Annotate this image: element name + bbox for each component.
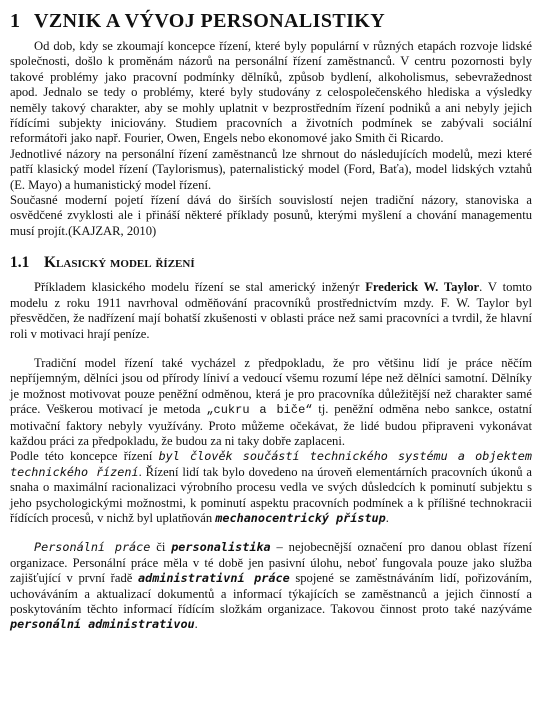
quote-carrot-stick: „cukru a biče“ [206,403,313,418]
paragraph-traditional [10,356,532,449]
text-run: – nejobecnější označení pro danou oblast řízení organizace. Personální práce měla v té době jen pasivní úlohu, neboť fungovala pouze jako služba zajišťující v první řadě [10,540,532,586]
emphasis-personnel-administration: personální administrativou [10,617,195,632]
paragraph-models: Jednotlivé názory na personální řízení zaměstnanců lze shrnout do následujících modelů, mezi které patří klasický model řízení (Taylorismus), paternalistický model (Ford, Baťa), model lidských vztahů (E. Mayo) a humanistický model řízení. [10,146,532,192]
text-run: Tradiční model řízení také vycházel z předpokladu, že pro většinu lidí je práce něčím nepříjemným, dělníci jsou od přírody líniví a vedoucí všemu rozumí lépe než dělníci samotní. Dělníky je možnost motivovat pouze peněžní odměnou, která je pro pracovníka důležitější než charakter samé práce. Veškerou motivací je metoda [10,355,532,417]
text-run: Příkladem klasického modelu řízení se stal americký inženýr [34,280,366,295]
section-number: 1.1 [10,254,30,272]
emphasis-administrative-work: administrativní práce [138,571,290,586]
text-run: či [150,540,172,555]
text-run: . [385,510,389,525]
emphasis-mechanocentric: mechanocentrický přístup [215,510,386,525]
paragraph-modern: Současné moderní pojetí řízení dává do širších souvislostí nejen tradiční názory, stanoviska a osvědčené zvyklosti ale i přináší některé příklady posunů, kterými myšlení a chování managementu musí projít.(KAJZAR, 2010) [10,193,532,238]
taylor-name: Frederick W. Taylor [365,280,480,295]
paragraph-personnel-work [10,540,532,632]
emphasis-personalistika: personalistika [171,540,271,555]
text-run: . [194,617,198,632]
emphasis-technical-system: byl člověk součástí technického systému a objektem technického řízení [10,449,532,479]
text-run: . Řízení lidí tak bylo dovedeno na úroveň elementárních pracovních úkonů a snaha o maximální racionalizaci výrobního procesu vedla ve svých důsledcích k pominutí subjektu s jeho psychologickými možnostmi, k pominutí aspektu pracovních podmínek a k přílišné technokracii řídících procesů, v nichž byl uplatňován [10,464,533,525]
paragraph-taylor [10,280,532,342]
paragraph-intro: Od dob, kdy se zkoumají koncepce řízení, které byly populární v různých etapách rozvoje lidské společnosti, došlo k proměnám názorů na personální řízení zaměstnanců. V centru pozornosti byly takové problémy jako pracovní podmínky dělníků, způsob bydlení, alkoholismus, sebevražednost apod. Jednalo se tedy o problémy, které byly studovány z celospolečenského hlediska a výsledky neměly takový charakter, aby se mohly uplatnit v bezprostředním řízení podniků a ani nebyly jejich řídícími subjekty iniciovány. Studiem pracovních a životních podmínek se zabývali sociální reformátoři jako např. Fourier, Owen, Engels nebo ekonomové jako Smith či Ricardo. [10,39,532,146]
chapter-number: 1 [10,10,21,32]
chapter-title: VZNIK A VÝVOJ PERSONALISTIKY [34,10,386,32]
emphasis-personnel-work: Personální práce [34,540,151,555]
text-run: Podle této koncepce řízení [10,449,159,464]
text-run: . V tomto modelu z roku 1911 navrhoval odměňování pracovníků prostřednictvím mzdy. F. W. Taylor byl přesvědčen, že nadřízení mají bohatší zkušenosti v oblasti práce než sami pracovníci a tvrdil, že hlavní roli v motivaci hrají peníze. [10,280,532,341]
text-run: spojené se zaměstnáváním lidí, pořizováním, uchováváním a aktualizací dokumentů a informací týkajících se zaměstnanců a jejich činností a poskytováním těchto informací řídícím složkám organizace. Takovou činnost proto také nazýváme [10,571,532,616]
paragraph-concept [10,449,532,526]
chapter-heading [10,10,532,33]
text-run: tj. peněžní odměna nebo sankce, ostatní motivační faktory nebyly využívány. Proto můžeme očekávat, že lidé budou připraveni vykonávat každou práci za předpokladu, že budou za ni taky dobře zaplaceni. [10,402,532,448]
section-title: Klasický model řízení [44,254,195,272]
section-heading [10,254,532,272]
